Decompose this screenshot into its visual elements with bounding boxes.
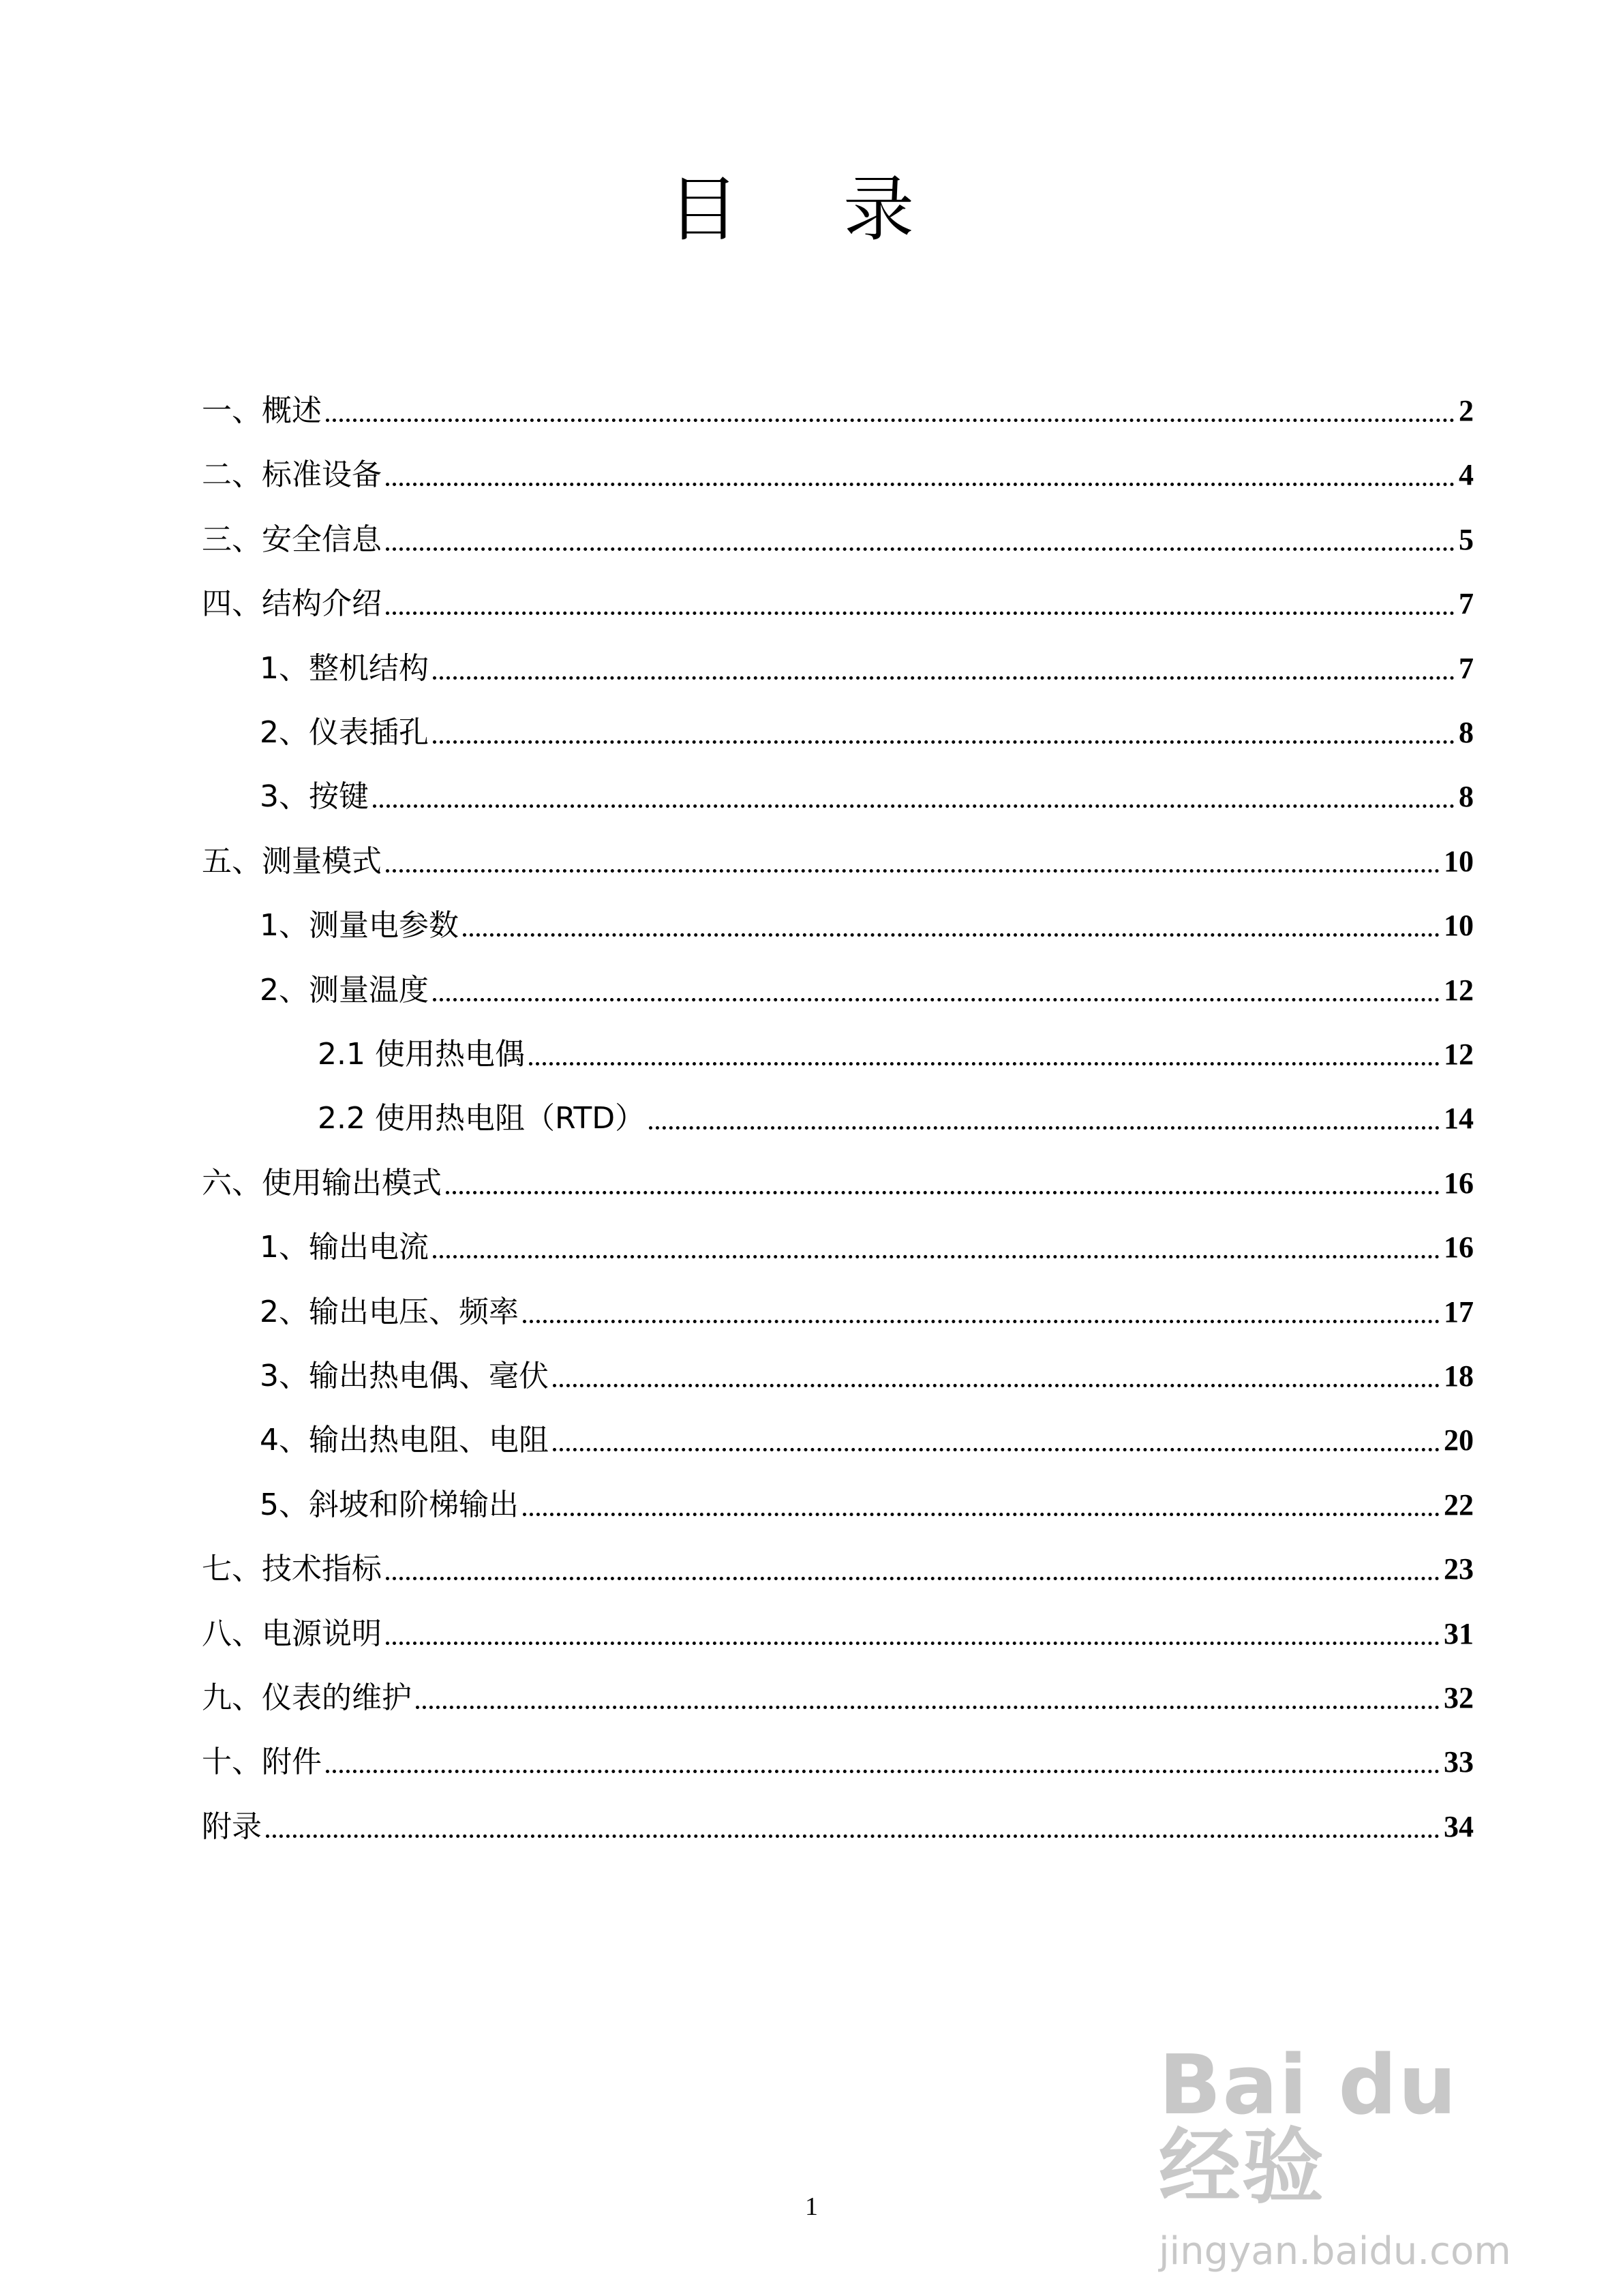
toc-leader-dots [433,1255,1440,1258]
toc-entry-label: 4、输出热电阻、电阻 [260,1423,549,1458]
toc-leader-dots [326,1770,1440,1773]
toc-leader-dots [326,419,1455,422]
watermark-logo: Bai du 经验 [1159,2038,1458,2215]
toc-leader-dots [649,1126,1440,1130]
toc-entry-label: 二、标准设备 [202,457,382,493]
toc-entry-page: 12 [1444,1038,1474,1071]
toc-leader-dots [386,611,1455,615]
toc-entry[interactable] [202,1595,1474,1649]
toc-leader-dots [416,1706,1440,1709]
toc-entry[interactable] [202,1144,1474,1198]
toc-entry-label: 2、测量温度 [260,972,429,1008]
toc-entry-page: 10 [1444,844,1474,878]
toc-leader-dots [386,483,1455,486]
toc-entry[interactable] [202,822,1474,877]
toc-leader-dots [433,998,1440,1001]
toc-entry[interactable] [202,564,1474,622]
toc-entry-page: 20 [1444,1423,1474,1457]
toc-entry-label: 1、输出电流 [260,1230,429,1265]
toc-entry-page: 18 [1444,1359,1474,1393]
toc-leader-dots [373,804,1455,808]
toc-entry-page: 7 [1459,651,1474,685]
toc-entry-label: 3、输出热电偶、毫伏 [260,1359,549,1393]
toc-entry-page: 31 [1444,1616,1474,1650]
watermark-url: jingyan.baidu.com [1159,2229,1511,2274]
toc-entry[interactable] [202,1787,1474,1842]
toc-entry[interactable] [260,951,1474,1006]
toc-entry-page: 2 [1459,394,1474,427]
toc-entry[interactable] [260,757,1474,815]
toc-entry-label: 三、安全信息 [202,522,382,557]
toc-entry-page: 23 [1444,1552,1474,1586]
toc-entry-label: 1、整机结构 [260,650,429,686]
toc-leader-dots [446,1191,1440,1194]
page-title: 目 录 [667,168,956,251]
toc-leader-dots [433,676,1455,680]
toc-leader-dots [386,1577,1440,1580]
toc-entry[interactable] [318,1079,1474,1134]
toc-leader-dots [523,1320,1440,1323]
toc-entry-page: 5 [1459,522,1474,556]
toc-entry-label: 1、测量电参数 [260,908,459,943]
toc-entry[interactable] [260,1466,1474,1520]
toc-entry-label: 五、测量模式 [202,843,382,879]
toc-entry-label: 附录 [202,1809,262,1844]
toc-entry-page: 16 [1444,1230,1474,1265]
toc-leader-dots [386,869,1440,873]
toc-entry[interactable] [202,1723,1474,1780]
toc-entry-page: 17 [1444,1295,1474,1329]
toc-leader-dots [553,1384,1440,1387]
toc-entry-label: 四、结构介绍 [202,586,382,622]
toc-entry-page: 8 [1459,716,1474,749]
toc-entry-label: 十、附件 [202,1744,322,1780]
toc-leader-dots [386,1642,1440,1645]
toc-entry[interactable] [260,886,1474,941]
toc-entry-label: 九、仪表的维护 [202,1680,412,1715]
toc-leader-dots [523,1513,1440,1516]
toc-entry[interactable] [318,1015,1474,1070]
toc-entry-page: 16 [1444,1166,1474,1200]
toc-entry[interactable] [202,1659,1474,1713]
toc-entry-label: 2.2 使用热电阻（RTD） [318,1101,646,1136]
page-number: 1 [805,2192,818,2221]
toc-leader-dots [266,1834,1440,1838]
toc-entry-page: 7 [1459,587,1474,621]
toc-entry-label: 一、概述 [202,393,322,428]
toc-entry-label: 七、技术指标 [202,1552,382,1587]
toc-entry-page: 22 [1444,1487,1474,1522]
toc-leader-dots [386,547,1455,551]
toc-entry[interactable] [260,1401,1474,1458]
toc-entry-page: 8 [1459,780,1474,814]
baidu-watermark [1159,2038,1554,2274]
toc-entry[interactable] [202,500,1474,555]
toc-entry-page: 10 [1444,909,1474,943]
toc-entry[interactable] [260,693,1474,748]
toc-entry-page: 12 [1444,973,1474,1007]
toc-entry[interactable] [260,629,1474,684]
toc-entry[interactable] [202,436,1474,493]
toc-leader-dots [463,933,1440,937]
toc-entry-page: 32 [1444,1681,1474,1715]
toc-entry-label: 2、仪表插孔 [260,715,429,750]
toc-entry-page: 34 [1444,1809,1474,1843]
toc-entry-label: 2.1 使用热电偶 [318,1037,525,1072]
toc-entry[interactable] [260,1337,1474,1391]
toc-entry[interactable] [202,1530,1474,1587]
toc-entry-label: 八、电源说明 [202,1616,382,1651]
toc-leader-dots [529,1062,1440,1066]
toc-entry-label: 六、使用输出模式 [202,1165,442,1200]
toc-entry-page: 14 [1444,1102,1474,1136]
toc-entry[interactable] [202,372,1474,426]
toc-leader-dots [553,1448,1440,1451]
toc-leader-dots [433,740,1455,744]
toc-entry-label: 2、输出电压、频率 [260,1294,519,1329]
toc-entry-page: 33 [1444,1745,1474,1779]
toc-entry-page: 4 [1459,458,1474,492]
toc-entry[interactable] [260,1208,1474,1263]
toc-entry-label: 3、按键 [260,779,369,815]
toc-entry-label: 5、斜坡和阶梯输出 [260,1487,519,1522]
toc-entry[interactable] [260,1273,1474,1327]
